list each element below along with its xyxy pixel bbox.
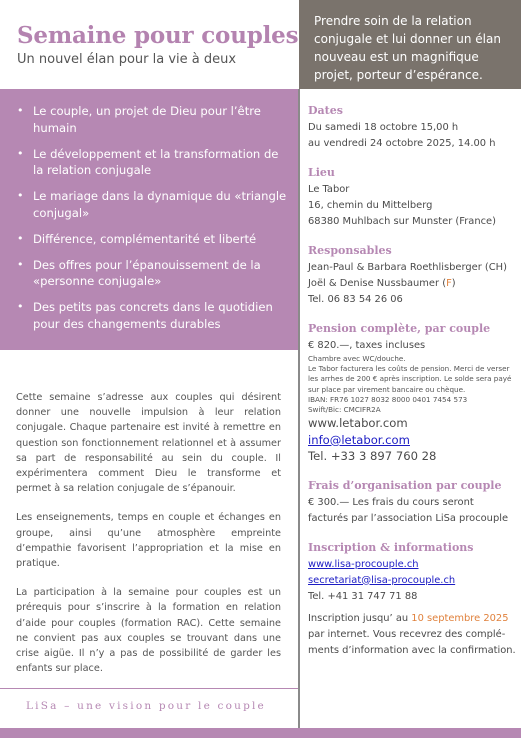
- page-subtitle: Un nouvel élan pour la vie à deux: [17, 52, 237, 67]
- registration-email-link[interactable]: secretariat@lisa-procouple.ch: [308, 574, 456, 586]
- date-start: Du samedi 18 octobre 15,00 h: [308, 122, 459, 133]
- board-swift: Swift/Bic: CMCIFR2A: [308, 405, 381, 415]
- venue-website[interactable]: www.letabor.com: [308, 416, 408, 431]
- registration-phone: Tel. +41 31 747 71 88: [308, 590, 418, 602]
- section-title: Dates: [308, 104, 343, 117]
- description-text: [16, 390, 281, 690]
- description-paragraph: Cette semaine s’adresse aux couples qui désirent donner une nouvelle impulsion à leur relation conjugale. Chaque partenaire est invité à remettre en question son fonctionnement relationnel et à assumer sa part de responsabilité au sein du couple. Il expérimentera comment Dieu le transforme et permet à sa relation conjugale de s’épanouir.: [16, 392, 281, 495]
- right-column: [308, 104, 516, 673]
- list-item: • Le développement et la transformation de la relation conjugale: [17, 146, 279, 177]
- country-code: F: [446, 278, 452, 289]
- section-title: Responsables: [308, 244, 392, 257]
- topics-list: [17, 103, 287, 332]
- column-divider: [298, 89, 300, 728]
- date-end: au vendredi 24 octobre 2025, 14.00 h: [308, 138, 496, 149]
- page-title: Semaine pour couples: [17, 22, 299, 49]
- bottom-band: [0, 728, 521, 738]
- organizers-section: [308, 244, 516, 308]
- list-item: • Le couple, un projet de Dieu pour l’être humain: [17, 104, 261, 135]
- organizer-line: Jean-Paul & Barbara Roethlisberger (CH): [308, 262, 507, 273]
- title-block: [0, 0, 299, 89]
- section-title: Pension complète, par couple: [308, 322, 491, 335]
- fees-text: € 300.— Les frais du cours seront facturés par l’association LiSa procouple: [308, 496, 509, 524]
- section-title: Inscription & informations: [308, 540, 474, 554]
- board-section: [308, 322, 516, 465]
- intro-text: Prendre soin de la relation conjugale et lui donner un élan nouveau est un magnifique projet, porteur d’espérance.: [314, 14, 501, 82]
- board-iban: IBAN: FR76 1027 8032 8000 0401 7454 573: [308, 394, 468, 404]
- topics-panel: [0, 89, 299, 350]
- registration-section: [308, 541, 516, 659]
- list-item: • Le mariage dans la dynamique du «triangle conjugal»: [17, 189, 287, 220]
- venue-city: 68380 Muhlbach sur Munster (France): [308, 216, 496, 227]
- bullet-icon: •: [17, 104, 24, 117]
- bullet-icon: •: [17, 146, 24, 160]
- description-paragraph: La participation à la semaine pour couples est un prérequis pour s’inscrire à la formation en relation d’aide pour couples (formation RAC). Cette semaine ne convient pas aux couples se trouvant dans une crise aigüe. Il n’y a pas de possibilité de garder les enfants sur place.: [16, 587, 281, 675]
- footer-tagline: LiSa – une vision pour le couple: [26, 700, 266, 712]
- list-item: • Des petits pas concrets dans le quotidien pour des changements durables: [17, 300, 273, 331]
- deadline-date: 10 septembre 2025: [411, 612, 509, 624]
- venue-phone: Tel. +33 3 897 760 28: [308, 449, 437, 464]
- list-item: • Différence, complémentarité et liberté: [17, 231, 257, 246]
- fees-section: [308, 479, 516, 527]
- bullet-icon: •: [17, 189, 24, 202]
- section-title: Lieu: [308, 166, 335, 179]
- organizer-phone: Tel. 06 83 54 26 06: [308, 294, 403, 305]
- bullet-icon: •: [17, 231, 24, 245]
- footer-divider: [0, 688, 299, 689]
- intro-panel: [299, 0, 521, 89]
- board-note: Chambre avec WC/douche.: [308, 354, 406, 363]
- organizer-line: Joël & Denise Nussbaumer (F): [308, 278, 456, 289]
- venue-street: 16, chemin du Mittelberg: [308, 200, 433, 211]
- description-paragraph: Les enseignements, temps en couple et échanges en groupe, ainsi qu’une atmosphère empreinte d’empathie favorisent l’appropriation et la mise en pratique.: [16, 512, 281, 570]
- registration-deadline: Inscription jusqu’ au 10 septembre 2025 par internet. Vous recevrez des compléments d’information avec la confirmation.: [308, 612, 516, 656]
- board-price: € 820.—, taxes incluses: [308, 340, 426, 351]
- registration-website-link[interactable]: www.lisa-procouple.ch: [308, 558, 419, 570]
- bullet-icon: •: [17, 300, 24, 313]
- list-item: • Des offres pour l’épanouissement de la «personne conjugale»: [17, 257, 261, 288]
- venue-name: Le Tabor: [308, 184, 350, 195]
- section-title: Frais d’organisation par couple: [308, 478, 502, 492]
- board-payment-note: Le Tabor facturera les coûts de pension. Merci de verser les arrhes de 200 € après inscription. Le solde sera payé sur place par virement bancaire ou chèque.: [308, 364, 512, 394]
- bullet-icon: •: [17, 257, 24, 271]
- dates-section: [308, 104, 516, 152]
- location-section: [308, 166, 516, 230]
- venue-email-link[interactable]: info@letabor.com: [308, 432, 410, 447]
